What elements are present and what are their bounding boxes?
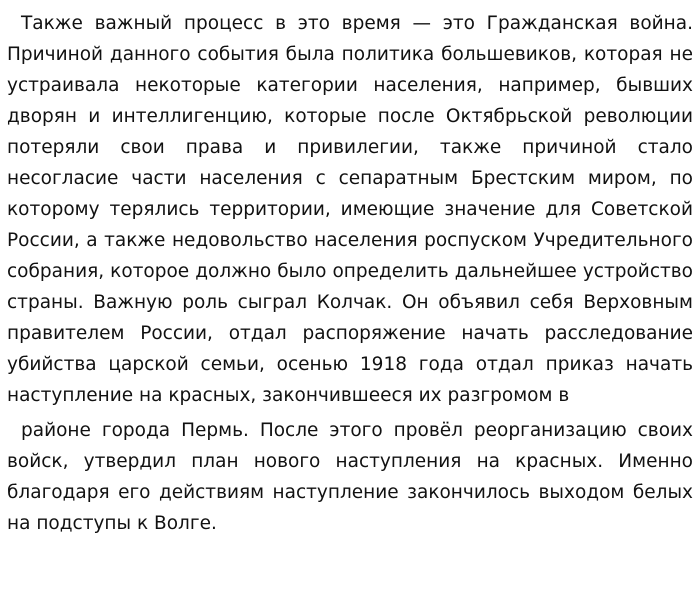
paragraph-civil-war-causes: Также важный процесс в это время — это Гражданская война. Причиной данного события была политика большевиков, которая не устраивала некоторые категории населения, например, бывших дворян и интеллигенцию, которые после Октябрьской революции потеряли свои права и привилегии, также причиной стало несогласие части населения с сепаратным Брестским миром, по которому терялись территории, имеющие значение для Советской России, а также недовольство населения роспуском Учредительного собрания, которое должно было определить дальнейшее устройство страны. Важную роль сыграл Колчак. Он объявил себя Верховным правителем России, отдал распоряжение начать расследование убийства царской семьи, осенью 1918 года отдал приказ начать наступление на красных, закончившееся их разгромом в	[7, 13, 693, 406]
document-body	[7, 8, 693, 539]
paragraph-kolchak-offensive: районе города Пермь. После этого провёл реорганизацию своих войск, утвердил план нового наступления на красных. Именно благодаря его действиям наступление закончилось выходом белых на подступы к Волге.	[7, 420, 693, 534]
